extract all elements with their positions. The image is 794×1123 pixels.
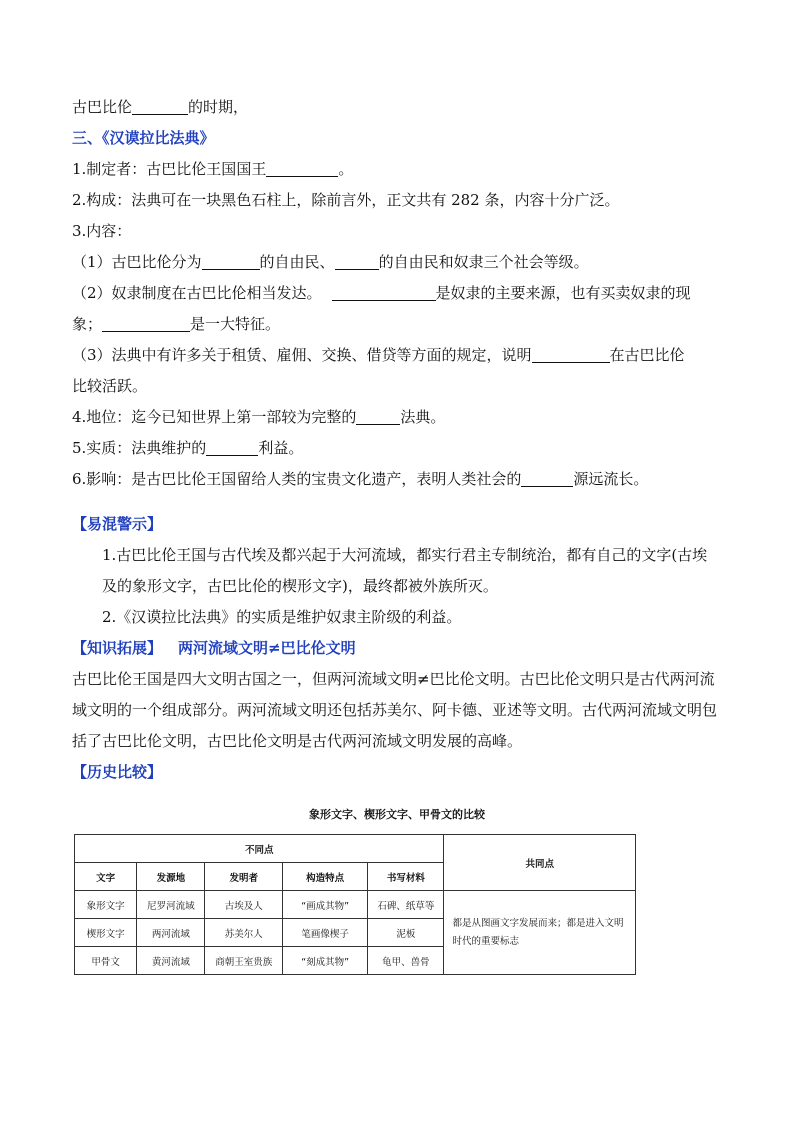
fill-blank[interactable] <box>335 253 379 270</box>
table-cell: 泥板 <box>368 919 444 947</box>
text-line <box>72 402 722 433</box>
comparison-table <box>74 834 636 975</box>
fill-blank[interactable] <box>332 284 436 301</box>
text: （3）法典中有许多关于租赁、雇佣、交换、借贷等方面的规定，说明 <box>72 346 532 364</box>
text-line <box>72 247 722 278</box>
text: （1）古巴比伦分为 <box>72 253 202 271</box>
fill-blank[interactable] <box>132 98 188 115</box>
text-line: 2.构成：法典可在一块黑色石柱上，除前言外，正文共有 282 条，内容十分广泛。 <box>72 191 620 209</box>
table-cell: 黄河流域 <box>137 947 205 975</box>
fill-blank[interactable] <box>202 253 260 270</box>
section-heading: 三、《汉谟拉比法典》 <box>72 129 215 147</box>
text: 。 <box>338 160 354 178</box>
column-header: 发源地 <box>137 863 205 891</box>
table-cell: 两河流域 <box>137 919 205 947</box>
table-cell: 苏美尔人 <box>205 919 283 947</box>
table-cell: 笔画像楔子 <box>282 919 367 947</box>
fill-blank[interactable] <box>521 470 573 487</box>
table-cell: 石碑、纸草等 <box>368 891 444 919</box>
column-header: 文字 <box>75 863 137 891</box>
table-cell: 楔形文字 <box>75 919 137 947</box>
text-line <box>72 278 722 309</box>
table-cell: 甲骨文 <box>75 947 137 975</box>
text-line <box>72 340 722 371</box>
fill-blank[interactable] <box>532 346 610 363</box>
column-header: 书写材料 <box>368 863 444 891</box>
comparison-title: 【历史比较】 <box>72 763 163 781</box>
document-page <box>72 92 722 975</box>
text-line <box>72 433 722 464</box>
text-line <box>72 92 722 123</box>
common-header: 共同点 <box>444 835 636 891</box>
table-cell: 尼罗河流域 <box>137 891 205 919</box>
text: （2）奴隶制度在古巴比伦相当发达。 <box>72 284 322 302</box>
text: 6.影响：是古巴比伦王国留给人类的宝贵文化遗产，表明人类社会的 <box>72 470 522 488</box>
extension-heading <box>72 633 722 664</box>
table-cell: 象形文字 <box>75 891 137 919</box>
text: 是奴隶的主要来源，也有买卖奴隶的现 <box>435 284 691 302</box>
warning-paragraph: 2.《汉谟拉比法典》的实质是维护奴隶主阶级的利益。 <box>102 608 462 626</box>
fill-blank[interactable] <box>102 315 190 332</box>
text-line <box>72 154 722 185</box>
diff-header: 不同点 <box>75 835 444 863</box>
table-row <box>75 891 636 919</box>
warning-paragraph: 1.古巴比伦王国与古代埃及都兴起于大河流域，都实行君主专制统治，都有自己的文字(古埃及的象形文字，古巴比伦的楔形文字)，最终都被外族所灭。 <box>102 546 708 595</box>
text: 的自由民和奴隶三个社会等级。 <box>378 253 589 271</box>
table-cell: “画成其物” <box>282 891 367 919</box>
column-header: 发明者 <box>205 863 283 891</box>
text-line <box>72 309 722 340</box>
fill-blank[interactable] <box>266 160 338 177</box>
text: 的自由民、 <box>259 253 335 271</box>
warning-title: 【易混警示】 <box>72 515 163 533</box>
extension-body: 古巴比伦王国是四大文明古国之一，但两河流域文明≠巴比伦文明。古巴比伦文明只是古代两河流域文明的一个组成部分。两河流域文明还包括苏美尔、阿卡德、亚述等文明。古代两河流域文明包括了古巴比伦文明，古巴比伦文明是古代两河流域文明发展的高峰。 <box>72 670 718 750</box>
table-cell: 龟甲、兽骨 <box>368 947 444 975</box>
text: 5.实质：法典维护的 <box>72 439 207 457</box>
table-cell: 古埃及人 <box>205 891 283 919</box>
text: 4.地位：迄今已知世界上第一部较为完整的 <box>72 408 357 426</box>
text: 在古巴比伦 <box>609 346 685 364</box>
text: 1.制定者：古巴比伦王国国王 <box>72 160 267 178</box>
fill-blank[interactable] <box>356 408 400 425</box>
extension-subtitle: 两河流域文明≠巴比伦文明 <box>178 639 356 657</box>
table-caption: 象形文字、楔形文字、甲骨文的比较 <box>309 808 485 821</box>
text: 象； <box>72 315 103 333</box>
table-cell: 商朝王室贵族 <box>205 947 283 975</box>
text: 古巴比伦 <box>72 98 133 116</box>
common-cell: 都是从图画文字发展而来；都是进入文明时代的重要标志 <box>444 891 636 975</box>
column-header: 构造特点 <box>282 863 367 891</box>
text-line <box>72 464 722 495</box>
extension-title: 【知识拓展】 <box>72 639 163 657</box>
text: 是一大特征。 <box>190 315 281 333</box>
table-cell: “刻成其物” <box>282 947 367 975</box>
text-line: 3.内容： <box>72 222 132 240</box>
text: 利益。 <box>258 439 304 457</box>
text: 的时期， <box>188 98 249 116</box>
fill-blank[interactable] <box>206 439 258 456</box>
text: 源远流长。 <box>573 470 649 488</box>
text: 法典。 <box>400 408 446 426</box>
text-line: 比较活跃。 <box>72 377 148 395</box>
